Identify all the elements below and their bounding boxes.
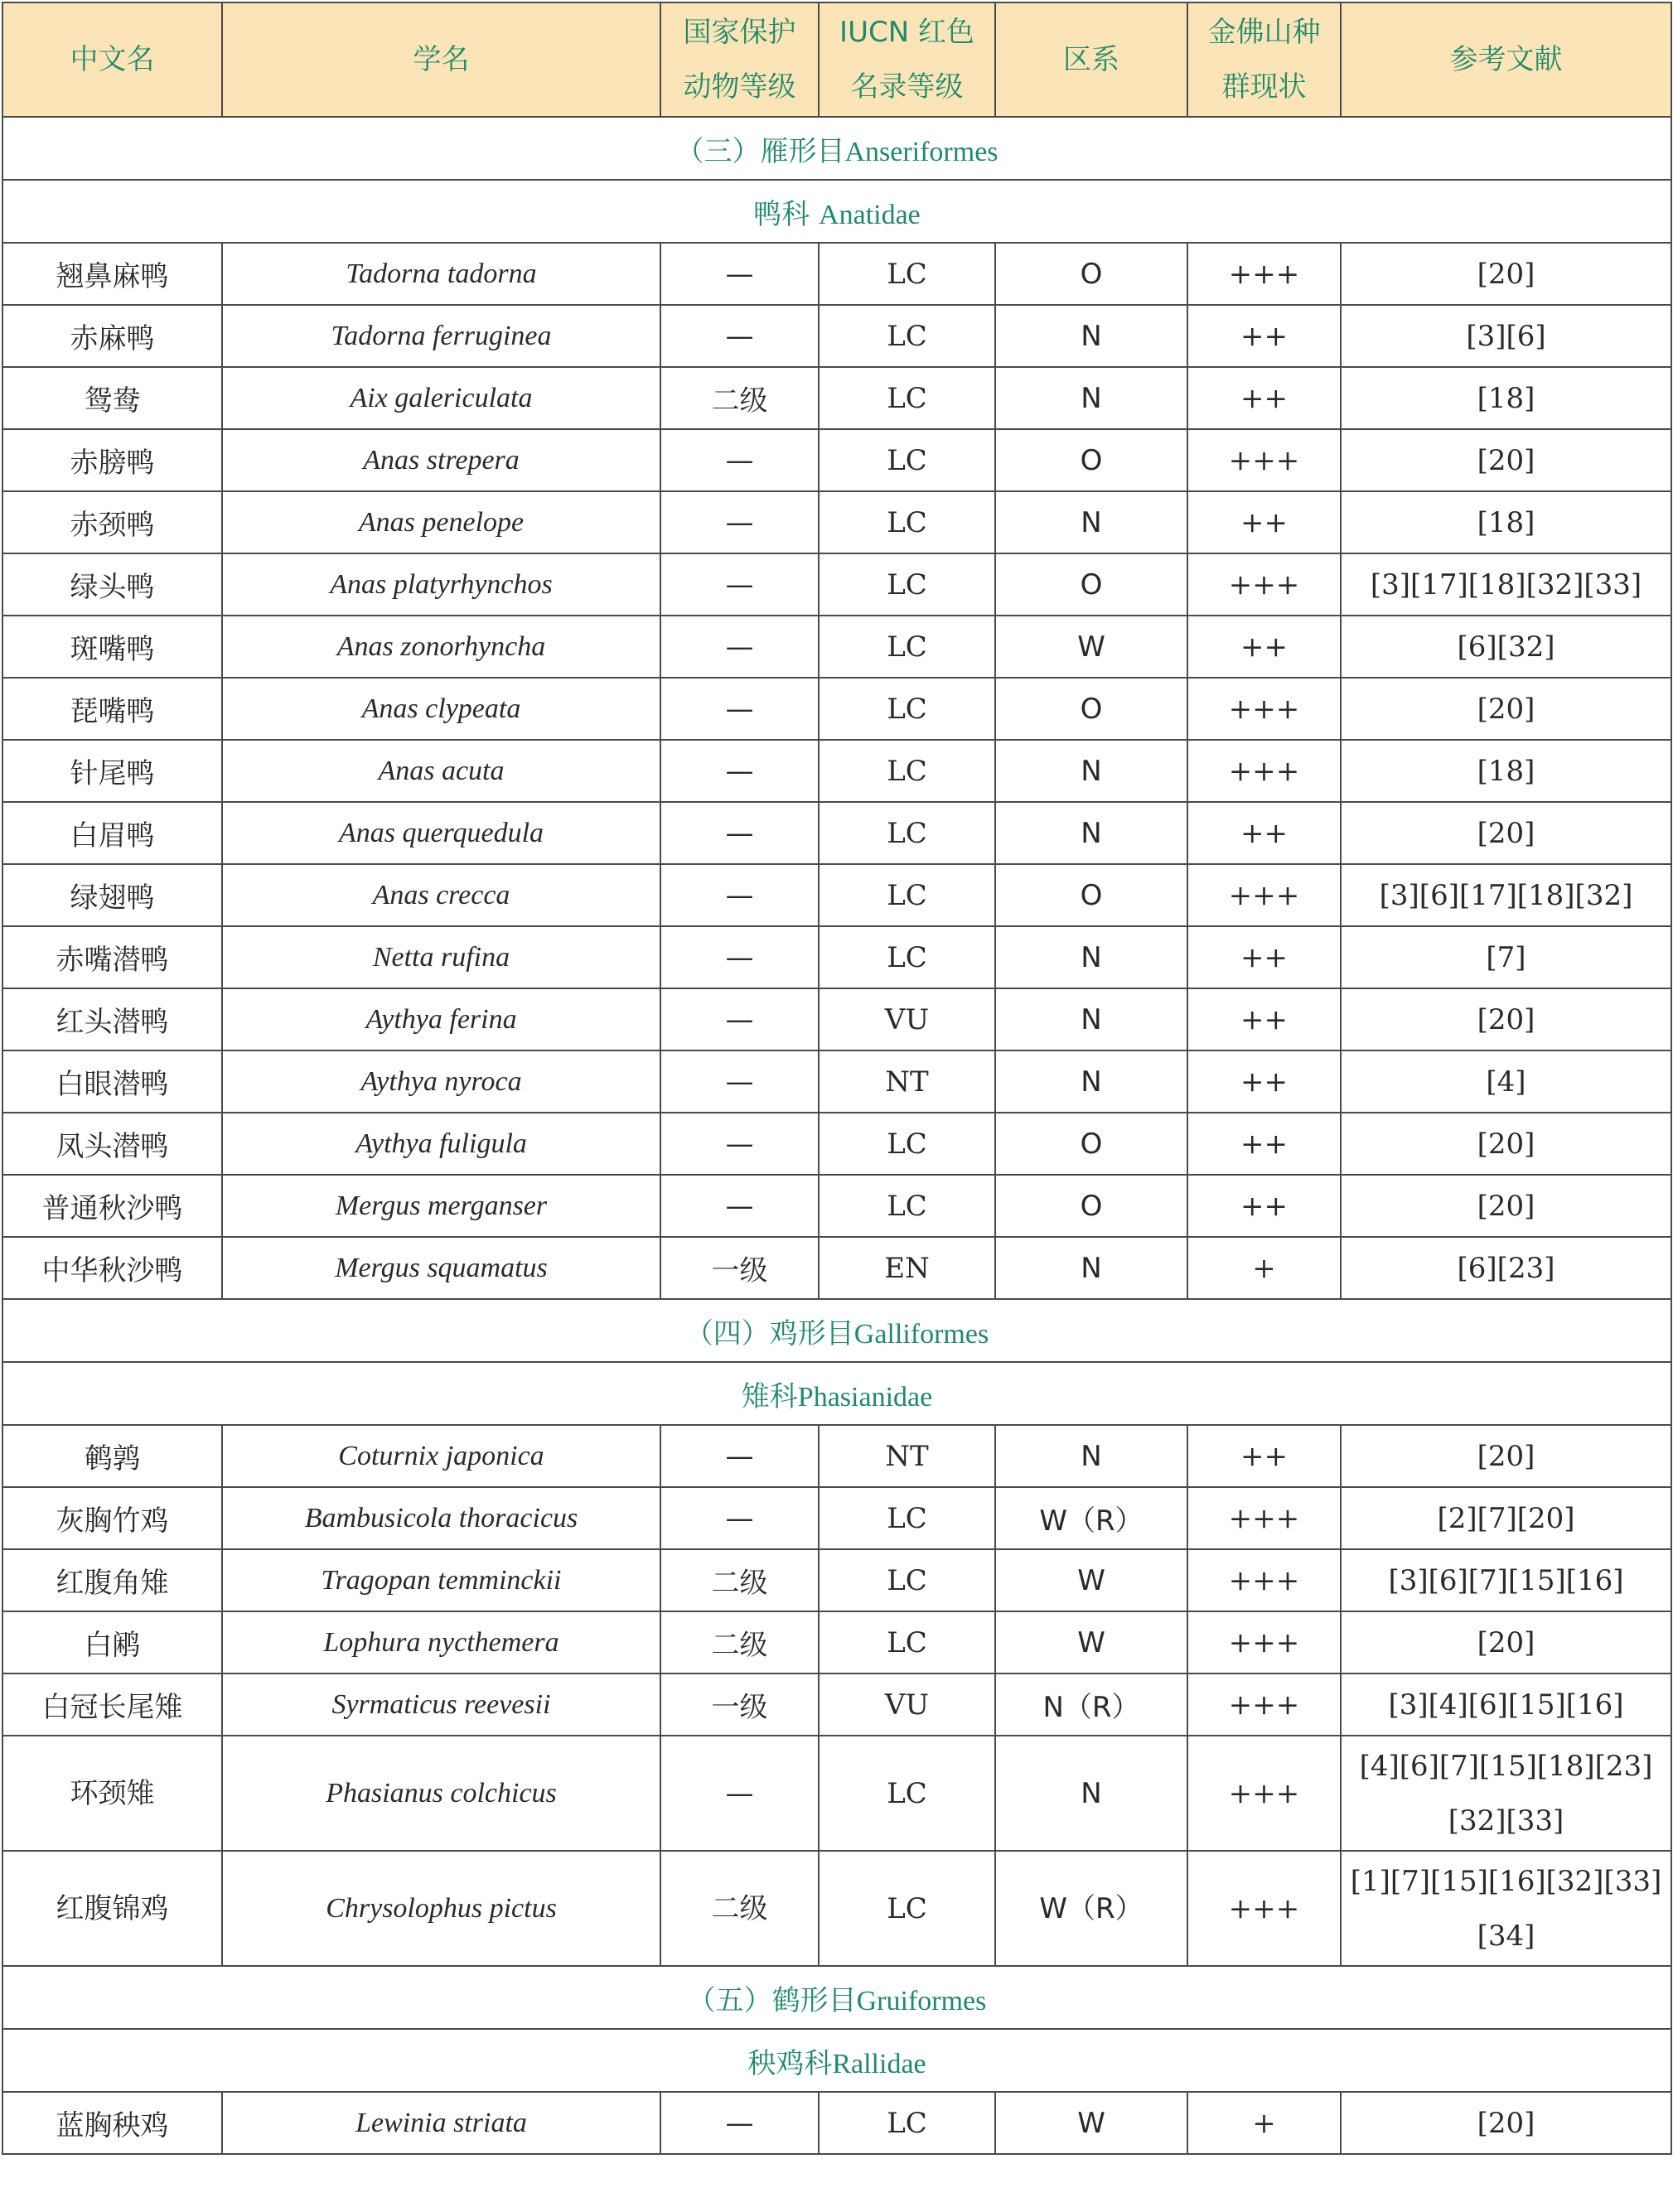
- chinese-name-cell: 中华秋沙鸭: [2, 1237, 222, 1299]
- fauna-cell: O: [995, 553, 1187, 616]
- header-status-line2: 群现状: [1221, 70, 1307, 104]
- population-status-cell: +++: [1187, 1736, 1341, 1851]
- chinese-name-cell: 针尾鸭: [2, 740, 222, 802]
- fauna-cell: W: [995, 2092, 1187, 2154]
- protection-level-cell: —: [660, 1425, 819, 1487]
- species-row: [2, 740, 1671, 802]
- fauna-cell: W: [995, 616, 1187, 678]
- chinese-name-cell: 凤头潜鸭: [2, 1113, 222, 1175]
- references-cell: [6][32]: [1341, 616, 1671, 678]
- population-status-cell: +++: [1187, 243, 1341, 305]
- population-status-cell: +++: [1187, 553, 1341, 616]
- scientific-name-cell: Tragopan temminckii: [222, 1549, 660, 1611]
- scientific-name-cell: Anas crecca: [222, 864, 660, 926]
- scientific-name-cell: Anas clypeata: [222, 678, 660, 740]
- header-protection-line2: 动物等级: [683, 70, 796, 104]
- species-row: [2, 1611, 1671, 1673]
- iucn-level-cell: LC: [819, 1611, 995, 1673]
- fauna-cell: N: [995, 367, 1187, 429]
- chinese-name-cell: 琵嘴鸭: [2, 678, 222, 740]
- protection-level-cell: —: [660, 1736, 819, 1851]
- scientific-name-cell: Lewinia striata: [222, 2092, 660, 2154]
- species-row: [2, 1673, 1671, 1736]
- fauna-cell: W（R）: [995, 1487, 1187, 1549]
- chinese-name-cell: 鸳鸯: [2, 367, 222, 429]
- iucn-level-cell: LC: [819, 2092, 995, 2154]
- protection-level-cell: —: [660, 1487, 819, 1549]
- header-chinese-name: 中文名: [2, 2, 222, 117]
- chinese-name-cell: 白鹇: [2, 1611, 222, 1673]
- species-row: [2, 1050, 1671, 1113]
- species-row: [2, 802, 1671, 864]
- protection-level-cell: —: [660, 864, 819, 926]
- iucn-level-cell: LC: [819, 802, 995, 864]
- protection-level-cell: —: [660, 1175, 819, 1237]
- protection-level-cell: —: [660, 616, 819, 678]
- scientific-name-cell: Tadorna tadorna: [222, 243, 660, 305]
- protection-level-cell: —: [660, 553, 819, 616]
- iucn-level-cell: LC: [819, 553, 995, 616]
- order-row: [2, 117, 1671, 180]
- species-row: [2, 926, 1671, 988]
- iucn-level-cell: LC: [819, 1851, 995, 1966]
- species-row: [2, 429, 1671, 491]
- population-status-cell: ++: [1187, 305, 1341, 367]
- references-cell: [20]: [1341, 1175, 1671, 1237]
- references-cell: [18]: [1341, 740, 1671, 802]
- family-latin: Phasianidae: [797, 1381, 933, 1413]
- chinese-name-cell: 赤麻鸭: [2, 305, 222, 367]
- references-cell: [20]: [1341, 243, 1671, 305]
- scientific-name-cell: Anas acuta: [222, 740, 660, 802]
- species-row: [2, 1237, 1671, 1299]
- order-label: （五）鹤形目: [687, 1983, 857, 2017]
- table-body: [2, 117, 1671, 2154]
- references-cell: [1341, 1851, 1671, 1966]
- references-cell: [2][7][20]: [1341, 1487, 1671, 1549]
- chinese-name-cell: 红腹锦鸡: [2, 1851, 222, 1966]
- protection-level-cell: 一级: [660, 1673, 819, 1736]
- species-row: [2, 1487, 1671, 1549]
- scientific-name-cell: Syrmaticus reevesii: [222, 1673, 660, 1736]
- scientific-name-cell: Tadorna ferruginea: [222, 305, 660, 367]
- order-heading: [2, 1966, 1671, 2029]
- header-population-status: [1187, 2, 1341, 117]
- iucn-level-cell: LC: [819, 864, 995, 926]
- references-cell: [3][6]: [1341, 305, 1671, 367]
- species-row: [2, 1175, 1671, 1237]
- iucn-level-cell: LC: [819, 616, 995, 678]
- population-status-cell: ++: [1187, 1050, 1341, 1113]
- species-row: [2, 367, 1671, 429]
- species-row: [2, 678, 1671, 740]
- fauna-cell: W: [995, 1611, 1187, 1673]
- protection-level-cell: —: [660, 2092, 819, 2154]
- chinese-name-cell: 灰胸竹鸡: [2, 1487, 222, 1549]
- iucn-level-cell: LC: [819, 243, 995, 305]
- population-status-cell: ++: [1187, 1425, 1341, 1487]
- scientific-name-cell: Aix galericulata: [222, 367, 660, 429]
- species-row: [2, 1425, 1671, 1487]
- species-row: [2, 988, 1671, 1050]
- references-cell: [3][4][6][15][16]: [1341, 1673, 1671, 1736]
- iucn-level-cell: VU: [819, 988, 995, 1050]
- references-cell: [3][17][18][32][33]: [1341, 553, 1671, 616]
- scientific-name-cell: Anas zonorhyncha: [222, 616, 660, 678]
- species-row: [2, 616, 1671, 678]
- population-status-cell: ++: [1187, 802, 1341, 864]
- iucn-level-cell: LC: [819, 367, 995, 429]
- references-line2: [34]: [1477, 1919, 1535, 1953]
- order-heading: [2, 117, 1671, 180]
- chinese-name-cell: 红腹角雉: [2, 1549, 222, 1611]
- scientific-name-cell: Netta rufina: [222, 926, 660, 988]
- fauna-cell: N: [995, 1736, 1187, 1851]
- references-cell: [20]: [1341, 678, 1671, 740]
- chinese-name-cell: 普通秋沙鸭: [2, 1175, 222, 1237]
- family-label: 雉科: [741, 1379, 798, 1413]
- fauna-cell: N: [995, 1237, 1187, 1299]
- population-status-cell: +++: [1187, 1549, 1341, 1611]
- population-status-cell: ++: [1187, 988, 1341, 1050]
- protection-level-cell: —: [660, 988, 819, 1050]
- scientific-name-cell: Coturnix japonica: [222, 1425, 660, 1487]
- family-label: 秧鸡科: [747, 2046, 833, 2080]
- scientific-name-cell: Mergus merganser: [222, 1175, 660, 1237]
- scientific-name-cell: Aythya nyroca: [222, 1050, 660, 1113]
- population-status-cell: +++: [1187, 1487, 1341, 1549]
- fauna-cell: N: [995, 740, 1187, 802]
- fauna-cell: N: [995, 1425, 1187, 1487]
- protection-level-cell: —: [660, 491, 819, 553]
- species-row: [2, 2092, 1671, 2154]
- fauna-cell: O: [995, 1113, 1187, 1175]
- iucn-level-cell: EN: [819, 1237, 995, 1299]
- order-label: （四）鸡形目: [684, 1316, 854, 1350]
- family-heading: [2, 1362, 1671, 1425]
- chinese-name-cell: 赤膀鸭: [2, 429, 222, 491]
- fauna-cell: W（R）: [995, 1851, 1187, 1966]
- chinese-name-cell: 环颈雉: [2, 1736, 222, 1851]
- protection-level-cell: 二级: [660, 1549, 819, 1611]
- iucn-level-cell: LC: [819, 678, 995, 740]
- references-cell: [18]: [1341, 367, 1671, 429]
- fauna-cell: N: [995, 802, 1187, 864]
- references-line2: [32][33]: [1448, 1804, 1564, 1838]
- scientific-name-cell: Bambusicola thoracicus: [222, 1487, 660, 1549]
- header-protection-level: [660, 2, 819, 117]
- order-latin: Anseriformes: [844, 136, 998, 167]
- order-heading: [2, 1299, 1671, 1362]
- protection-level-cell: —: [660, 678, 819, 740]
- references-cell: [20]: [1341, 2092, 1671, 2154]
- population-status-cell: ++: [1187, 491, 1341, 553]
- fauna-cell: O: [995, 429, 1187, 491]
- order-latin: Gruiformes: [856, 1985, 987, 2016]
- population-status-cell: ++: [1187, 926, 1341, 988]
- fauna-cell: W: [995, 1549, 1187, 1611]
- iucn-level-cell: LC: [819, 926, 995, 988]
- iucn-level-cell: LC: [819, 1175, 995, 1237]
- species-row: [2, 1113, 1671, 1175]
- header-iucn-level: [819, 2, 995, 117]
- fauna-cell: O: [995, 678, 1187, 740]
- family-row: [2, 1362, 1671, 1425]
- references-cell: [7]: [1341, 926, 1671, 988]
- protection-level-cell: 一级: [660, 1237, 819, 1299]
- family-latin: Rallidae: [832, 2048, 926, 2079]
- family-heading: [2, 180, 1671, 243]
- chinese-name-cell: 白眉鸭: [2, 802, 222, 864]
- chinese-name-cell: 斑嘴鸭: [2, 616, 222, 678]
- population-status-cell: +++: [1187, 678, 1341, 740]
- table-header: [2, 2, 1671, 117]
- chinese-name-cell: 赤颈鸭: [2, 491, 222, 553]
- species-row: [2, 1736, 1671, 1851]
- population-status-cell: +++: [1187, 1611, 1341, 1673]
- references-cell: [20]: [1341, 429, 1671, 491]
- scientific-name-cell: Aythya fuligula: [222, 1113, 660, 1175]
- chinese-name-cell: 绿翅鸭: [2, 864, 222, 926]
- fauna-cell: N: [995, 988, 1187, 1050]
- fauna-cell: N: [995, 926, 1187, 988]
- fauna-cell: O: [995, 864, 1187, 926]
- iucn-level-cell: LC: [819, 305, 995, 367]
- chinese-name-cell: 白冠长尾雉: [2, 1673, 222, 1736]
- iucn-level-cell: LC: [819, 740, 995, 802]
- population-status-cell: +++: [1187, 1851, 1341, 1966]
- family-row: [2, 2029, 1671, 2092]
- protection-level-cell: —: [660, 802, 819, 864]
- header-fauna: 区系: [995, 2, 1187, 117]
- population-status-cell: ++: [1187, 616, 1341, 678]
- species-row: [2, 553, 1671, 616]
- header-row: [2, 2, 1671, 117]
- protection-level-cell: 二级: [660, 367, 819, 429]
- population-status-cell: +: [1187, 1237, 1341, 1299]
- protection-level-cell: —: [660, 1050, 819, 1113]
- iucn-level-cell: NT: [819, 1050, 995, 1113]
- references-cell: [3][6][7][15][16]: [1341, 1549, 1671, 1611]
- references-cell: [20]: [1341, 1611, 1671, 1673]
- chinese-name-cell: 蓝胸秧鸡: [2, 2092, 222, 2154]
- iucn-level-cell: LC: [819, 1487, 995, 1549]
- chinese-name-cell: 赤嘴潜鸭: [2, 926, 222, 988]
- scientific-name-cell: Aythya ferina: [222, 988, 660, 1050]
- population-status-cell: +: [1187, 2092, 1341, 2154]
- protection-level-cell: —: [660, 740, 819, 802]
- protection-level-cell: —: [660, 243, 819, 305]
- family-heading: [2, 2029, 1671, 2092]
- population-status-cell: +++: [1187, 429, 1341, 491]
- iucn-level-cell: NT: [819, 1425, 995, 1487]
- iucn-level-cell: LC: [819, 1549, 995, 1611]
- order-row: [2, 1966, 1671, 2029]
- references-cell: [18]: [1341, 491, 1671, 553]
- population-status-cell: ++: [1187, 1113, 1341, 1175]
- population-status-cell: +++: [1187, 740, 1341, 802]
- iucn-level-cell: VU: [819, 1673, 995, 1736]
- references-line1: [1][7][15][16][32][33]: [1350, 1864, 1662, 1898]
- species-row: [2, 1851, 1671, 1966]
- chinese-name-cell: 鹌鹑: [2, 1425, 222, 1487]
- header-iucn-line1: IUCN 红色: [839, 16, 974, 49]
- fauna-cell: O: [995, 243, 1187, 305]
- family-label: 鸭科: [753, 197, 820, 231]
- scientific-name-cell: Anas querquedula: [222, 802, 660, 864]
- order-row: [2, 1299, 1671, 1362]
- references-cell: [20]: [1341, 1425, 1671, 1487]
- species-table: [2, 2, 1672, 2155]
- protection-level-cell: 二级: [660, 1611, 819, 1673]
- protection-level-cell: —: [660, 1113, 819, 1175]
- references-cell: [20]: [1341, 802, 1671, 864]
- scientific-name-cell: Anas penelope: [222, 491, 660, 553]
- species-row: [2, 305, 1671, 367]
- header-iucn-line2: 名录等级: [850, 70, 964, 104]
- header-protection-line1: 国家保护: [683, 16, 796, 49]
- references-cell: [3][6][17][18][32]: [1341, 864, 1671, 926]
- scientific-name-cell: Phasianus colchicus: [222, 1736, 660, 1851]
- references-line1: [4][6][7][15][18][23]: [1359, 1749, 1653, 1783]
- chinese-name-cell: 翘鼻麻鸭: [2, 243, 222, 305]
- chinese-name-cell: 白眼潜鸭: [2, 1050, 222, 1113]
- species-row: [2, 243, 1671, 305]
- population-status-cell: ++: [1187, 367, 1341, 429]
- iucn-level-cell: LC: [819, 1113, 995, 1175]
- scientific-name-cell: Anas strepera: [222, 429, 660, 491]
- header-status-line1: 金佛山种: [1207, 16, 1321, 49]
- fauna-cell: N: [995, 1050, 1187, 1113]
- scientific-name-cell: Mergus squamatus: [222, 1237, 660, 1299]
- population-status-cell: +++: [1187, 1673, 1341, 1736]
- fauna-cell: N: [995, 305, 1187, 367]
- header-scientific-name: 学名: [222, 2, 660, 117]
- protection-level-cell: —: [660, 926, 819, 988]
- order-label: （三）雁形目: [675, 134, 845, 168]
- scientific-name-cell: Lophura nycthemera: [222, 1611, 660, 1673]
- population-status-cell: +++: [1187, 864, 1341, 926]
- iucn-level-cell: LC: [819, 491, 995, 553]
- references-cell: [1341, 1736, 1671, 1851]
- scientific-name-cell: Anas platyrhynchos: [222, 553, 660, 616]
- fauna-cell: N（R）: [995, 1673, 1187, 1736]
- population-status-cell: ++: [1187, 1175, 1341, 1237]
- references-cell: [4]: [1341, 1050, 1671, 1113]
- iucn-level-cell: LC: [819, 429, 995, 491]
- species-row: [2, 491, 1671, 553]
- fauna-cell: N: [995, 491, 1187, 553]
- fauna-cell: O: [995, 1175, 1187, 1237]
- chinese-name-cell: 红头潜鸭: [2, 988, 222, 1050]
- iucn-level-cell: LC: [819, 1736, 995, 1851]
- protection-level-cell: 二级: [660, 1851, 819, 1966]
- order-latin: Galliformes: [853, 1318, 989, 1350]
- protection-level-cell: —: [660, 305, 819, 367]
- references-cell: [6][23]: [1341, 1237, 1671, 1299]
- references-cell: [20]: [1341, 1113, 1671, 1175]
- protection-level-cell: —: [660, 429, 819, 491]
- family-row: [2, 180, 1671, 243]
- scientific-name-cell: Chrysolophus pictus: [222, 1851, 660, 1966]
- header-references: 参考文献: [1341, 2, 1671, 117]
- species-row: [2, 1549, 1671, 1611]
- species-row: [2, 864, 1671, 926]
- references-cell: [20]: [1341, 988, 1671, 1050]
- family-latin: Anatidae: [819, 199, 921, 230]
- chinese-name-cell: 绿头鸭: [2, 553, 222, 616]
